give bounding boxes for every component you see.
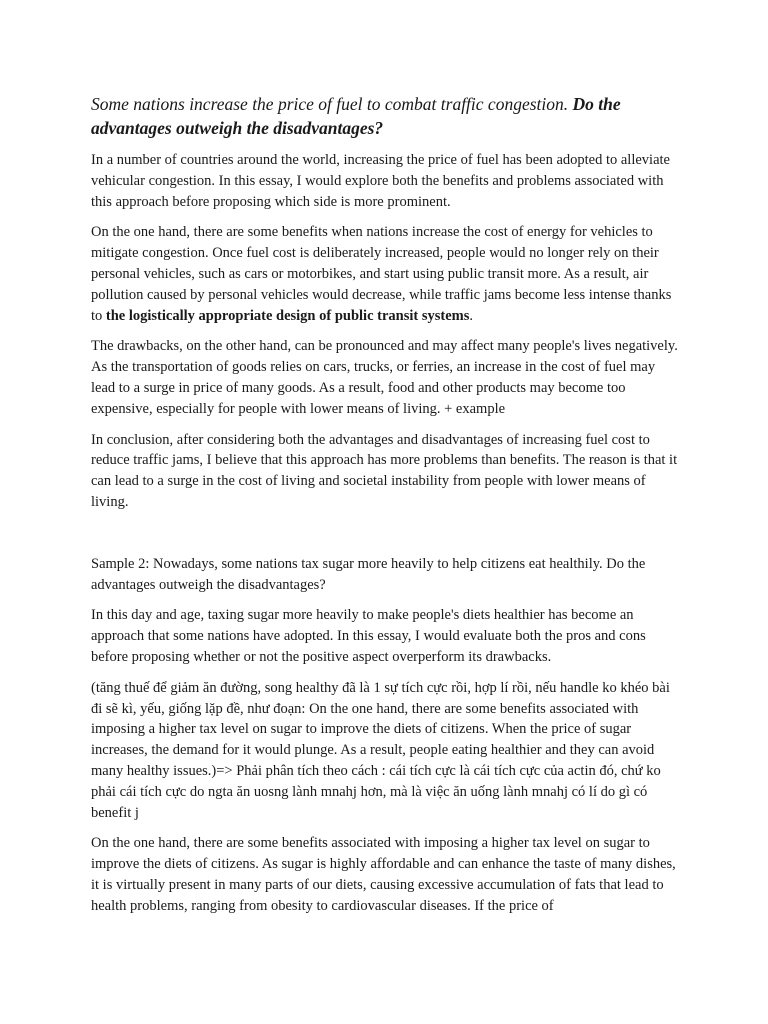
essay1-body1-end: . (469, 307, 473, 324)
essay2-note: (tăng thuế để giảm ăn đường, song healthy đã là 1 sự tích cực rồi, hợp lí rồi, nếu handle ko khéo bài đi sẽ kì, yếu, giống lặp đề, như đoạn: On the one hand, there are some benefits associated with imposing a higher tax level on sugar to improve the diets of citizens. When the price of sugar increases, the demand for it would plunge. As a result, people eating healthier and they can avoid many healthy issues.)=> Phải phân tích theo cách : cái tích cực là cái tích cực của actin đó, chứ ko phải cái tích cực do ngta ăn uosng lành mnahj hơn, mà là việc ăn uống lành mnahj có lí do gì có benefit j (91, 679, 670, 821)
essay1-body2: The drawbacks, on the other hand, can be pronounced and may affect many people's lives negatively. As the transportation of goods relies on cars, trucks, or ferries, an increase in the cost of fuel may lead to a surge in price of many goods. As a result, food and other products may become too expensive, especially for people with lower means of living. + example (91, 338, 678, 417)
essay1-intro: In a number of countries around the world, increasing the price of fuel has been adopted to alleviate vehicular congestion. In this essay, I would explore both the benefits and problems associated with this approach before proposing which side is more prominent. (91, 152, 670, 210)
essay1-conclusion: In conclusion, after considering both the advantages and disadvantages of increasing fuel cost to reduce traffic jams, I believe that this approach has more problems than benefits. The reason is that it can lead to a surge in the cost of living and societal instability from people with lower means of living. (91, 431, 678, 510)
essay1-body1-text: On the one hand, there are some benefits when nations increase the cost of energy for vehicles to mitigate congestion. Once fuel cost is deliberately increased, people would no longer rely on their personal vehicles, such as cars or motorbikes, and start using public transit more. As a result, air pollution caused by personal vehicles would decrease, while traffic jams become less intense thanks to (91, 224, 672, 324)
essay2-body1: On the one hand, there are some benefits associated with imposing a higher tax level on sugar to improve the diets of citizens. As sugar is highly affordable and can enhance the taste of many dishes, it is virtually present in many parts of our diets, causing excessive accumulation of fats that lead to health problems, ranging from obesity to cardiovascular diseases. If the price of (91, 835, 676, 914)
essay2-intro: In this day and age, taxing sugar more heavily to make people's diets healthier has become an approach that some nations have adopted. In this essay, I would evaluate both the pros and cons before proposing whether or not the positive aspect overperform its drawbacks. (91, 607, 646, 665)
section-gap (91, 523, 681, 554)
essay1-title-question: Some nations increase the price of fuel to combat traffic congestion. (91, 94, 573, 114)
essay1-title-prompt: Do the advantages outweigh the disadvantages? (91, 94, 621, 138)
document-page (91, 92, 681, 927)
essay1-body1 (91, 222, 681, 326)
essay1-body1-bold: the logistically appropriate design of public transit systems (105, 307, 470, 324)
essay1-title (91, 92, 681, 140)
essay2-prompt: Sample 2: Nowadays, some nations tax sugar more heavily to help citizens eat healthily. Do the advantages outweigh the disadvantages? (91, 555, 646, 593)
